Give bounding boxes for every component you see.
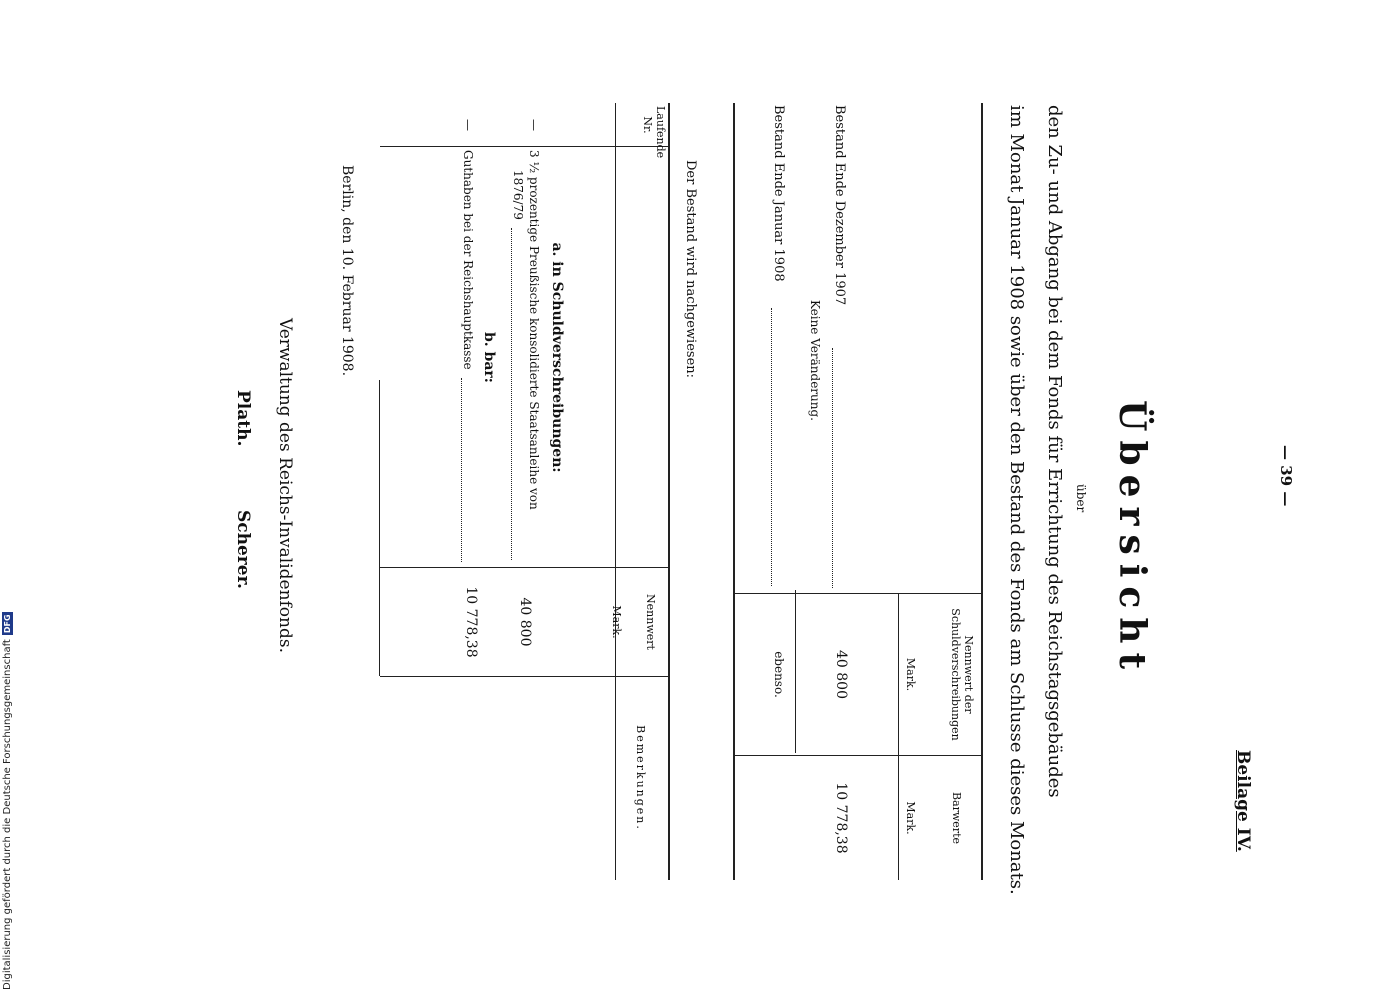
column-header-remarks: Bemerkungen.: [634, 725, 647, 831]
row-label-continued: 1876/79: [511, 170, 525, 220]
leader-dots: [461, 378, 462, 562]
document-title: Übersicht: [1111, 400, 1153, 679]
row-number: —: [527, 119, 541, 131]
column-header-no: Laufende Nr.: [641, 106, 667, 159]
row-cash-value: 10 778,38: [833, 782, 849, 854]
leader-dots: [511, 228, 512, 560]
table-top-rule: [668, 103, 670, 880]
table-column-rule: [380, 567, 670, 568]
dfg-logo: DFG: [3, 614, 12, 634]
heading-line-1: den Zu- und Abgang bei dem Fonds für Errichtung des Reichstagsgebäudes: [1044, 105, 1065, 798]
column-header-nominal: Nennwert der Schuldverschreibungen: [949, 608, 975, 741]
row-number: —: [461, 119, 475, 131]
digitization-note-text: Digitalisierung gefördert durch die Deutsche Forschungsgemeinschaft: [2, 639, 13, 990]
place-date: Berlin, den 10. Februar 1908.: [339, 165, 355, 377]
row-label: 3 ½ prozentige Preußische konsolidierte Staatsanleihe von: [527, 150, 541, 510]
proof-intro: Der Bestand wird nachgewiesen:: [683, 160, 698, 379]
column-header-cash: Barwerte: [950, 791, 963, 844]
table-header-rule: [615, 103, 616, 880]
table-column-rule: [380, 146, 670, 147]
table-column-rule: [380, 676, 670, 677]
signature-1: Plath.: [233, 390, 253, 447]
row-label: Bestand Ende Dezember 1907: [832, 105, 847, 306]
leader-dots: [771, 308, 772, 586]
column-unit-cash: Mark.: [904, 801, 917, 835]
row-label: Guthaben bei der Reichshauptkasse: [461, 150, 475, 370]
row-nominal-value: ebenso.: [772, 651, 786, 698]
annex-label: Beilage IV.: [1233, 750, 1253, 852]
leader-dots: [832, 348, 833, 588]
table-column-rule: [735, 755, 983, 756]
section-b-heading: b. bar:: [481, 332, 497, 383]
row-label: Bestand Ende Januar 1908: [771, 105, 786, 282]
section-a-heading: a. in Schuldverschreibungen:: [549, 242, 565, 473]
issuing-authority: Verwaltung des Reichs-Invalidenfonds.: [275, 318, 295, 654]
signature-2: Scherer.: [233, 510, 253, 589]
table-bottom-rule: [733, 103, 735, 880]
column-unit-nominal: Mark.: [610, 605, 623, 639]
page-number: — 39 —: [1277, 445, 1295, 507]
no-change-note: Keine Veränderung.: [808, 300, 822, 421]
row-value: 40 800: [517, 597, 533, 647]
table-column-rule: [735, 593, 983, 594]
column-header-nominal: Nennwert: [644, 594, 657, 650]
table-bottom-rule: [379, 380, 380, 676]
row-value: 10 778,38: [463, 586, 479, 658]
heading-over: über: [1074, 484, 1088, 513]
column-unit-nominal: Mark.: [904, 657, 917, 692]
row-nominal-value: 40 800: [833, 650, 849, 699]
digitization-note: [2, 612, 13, 990]
row-rule: [795, 590, 796, 753]
table-header-rule: [898, 593, 899, 880]
table-top-rule: [981, 103, 983, 880]
heading-line-2: im Monat Januar 1908 sowie über den Bestand des Fonds am Schlusse dieses Monats.: [1006, 105, 1027, 895]
